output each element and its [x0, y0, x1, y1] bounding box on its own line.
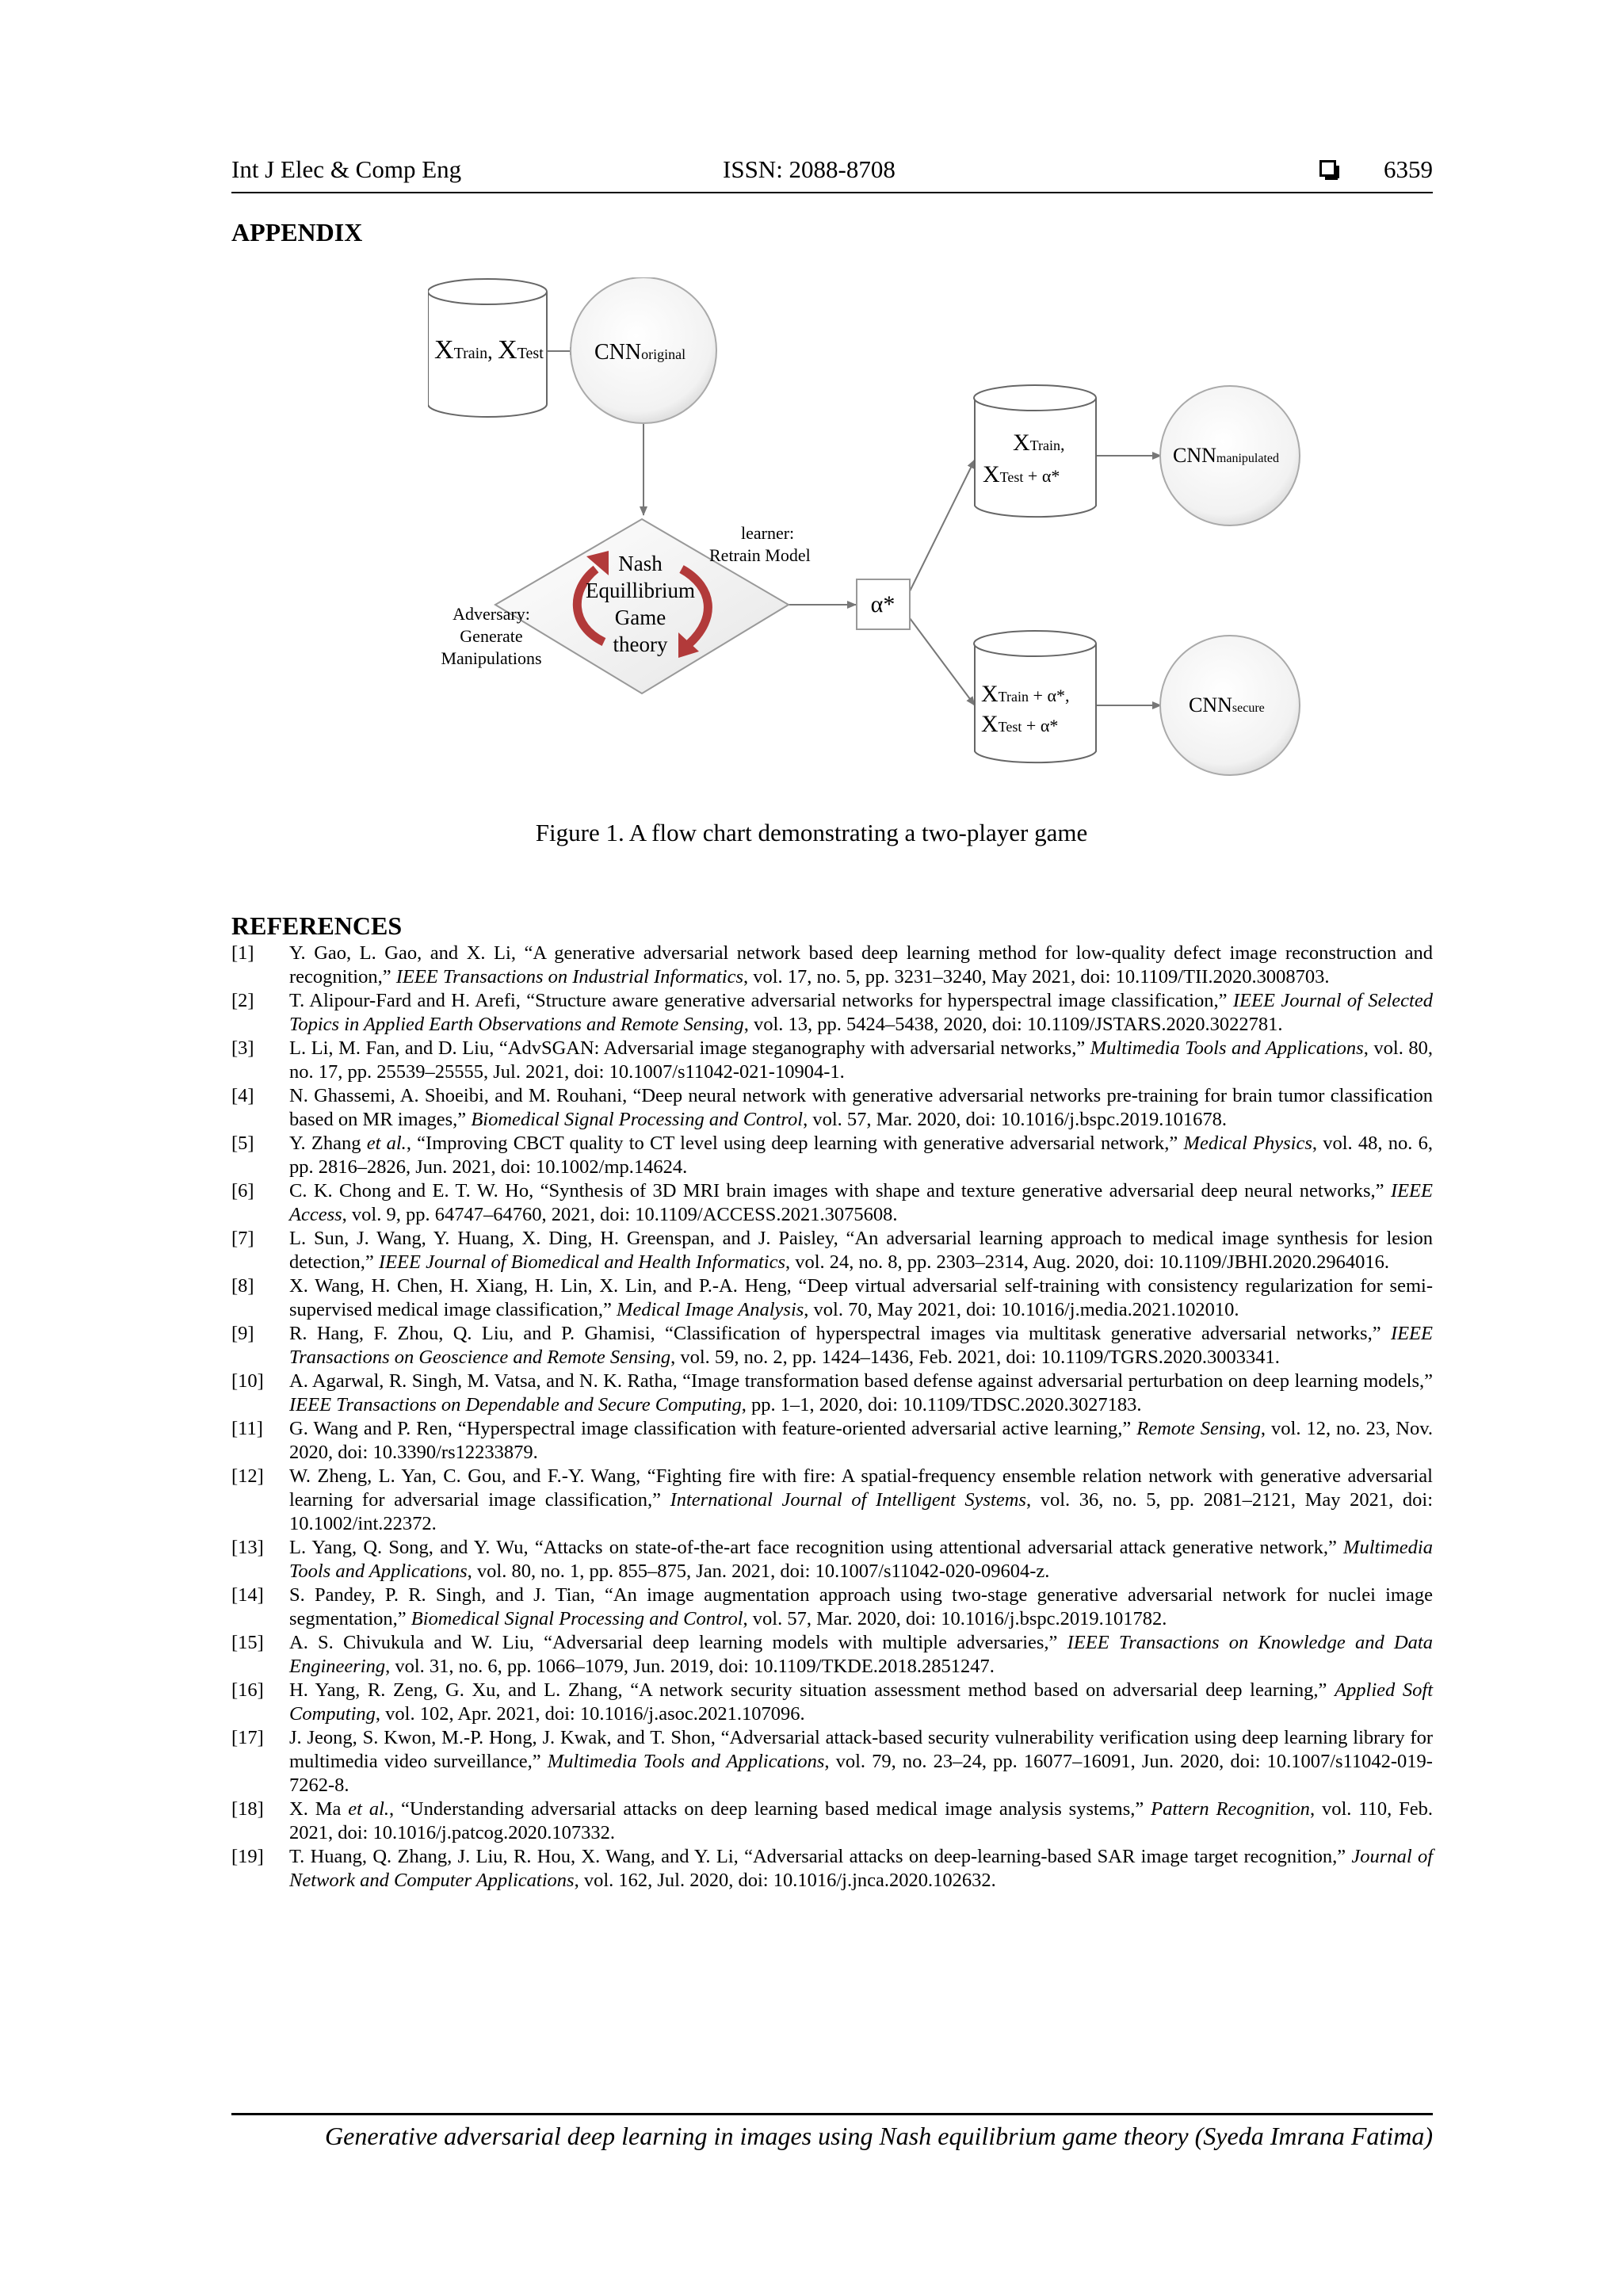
reference-italic: et al. — [348, 1798, 390, 1820]
svg-text:CNNmanipulated: CNNmanipulated — [1173, 444, 1279, 467]
reference-item — [231, 1536, 1433, 1584]
reference-segment: H. Yang, R. Zeng, G. Xu, and L. Zhang, “A network security situation assessment method based on adversarial deep learning,” — [289, 1679, 1335, 1701]
reference-text — [289, 1418, 1433, 1463]
flow-chart-figure — [428, 277, 1347, 800]
reference-segment: S. Pandey, P. R. Singh, and J. Tian, “An image augmentation approach using two-stage generative adversarial network for nuclei image segmentation,” — [289, 1584, 1433, 1629]
reference-segment: J. Jeong, S. Kwon, M.-P. Hong, J. Kwak, and T. Shon, “Adversarial attack-based security vulnerability verification using deep learning library for multimedia video surveillance,” — [289, 1727, 1433, 1772]
learner-label-2: Retrain Model — [709, 545, 811, 565]
reference-segment: , vol. 31, no. 6, pp. 1066–1079, Jun. 2019, doi: 10.1109/TKDE.2018.2851247. — [385, 1656, 995, 1677]
reference-italic: IEEE Transactions on Knowledge and Data Engineering — [289, 1632, 1433, 1677]
reference-italic: Biomedical Signal Processing and Control — [411, 1608, 743, 1629]
reference-italic: Applied Soft Computing — [289, 1679, 1433, 1725]
reference-italic: Remote Sensing — [1136, 1418, 1261, 1439]
svg-text:XTest + α*: XTest + α* — [983, 461, 1060, 487]
reference-number: [11] — [231, 1418, 263, 1439]
nash-label-4: theory — [613, 632, 668, 656]
reference-segment: R. Hang, F. Zhou, Q. Liu, and P. Ghamisi, “Classification of hyperspectral images via multitask generative adversarial networks,” — [289, 1323, 1391, 1344]
svg-text:CNNoriginal: CNNoriginal — [594, 340, 686, 365]
reference-italic: Medical Physics — [1183, 1133, 1312, 1154]
issn: ISSN: 2088-8708 — [723, 155, 896, 183]
reference-segment: , “Improving CBCT quality to CT level using deep learning with generative adversarial network,” — [406, 1133, 1184, 1154]
reference-number: [18] — [231, 1798, 264, 1820]
reference-italic: et al. — [366, 1133, 407, 1154]
reference-italic: International Journal of Intelligent Systems — [670, 1489, 1026, 1511]
reference-text — [289, 1537, 1433, 1582]
reference-segment: , pp. 1–1, 2020, doi: 10.1109/TDSC.2020.3027183. — [741, 1394, 1142, 1415]
reference-segment: , vol. 57, Mar. 2020, doi: 10.1016/j.bspc.2019.101782. — [743, 1608, 1167, 1629]
nash-label-2: Equillibrium — [586, 579, 695, 602]
journal-name: Int J Elec & Comp Eng — [231, 155, 462, 183]
adversary-label-2: Generate — [460, 626, 523, 646]
reference-segment: Y. Gao, L. Gao, and X. Li, “A generative adversarial network based deep learning method for low-quality defect image reconstruction and recognition,” — [289, 942, 1433, 988]
svg-text:α*: α* — [870, 591, 896, 617]
reference-item — [231, 1179, 1433, 1227]
reference-segment: , vol. 9, pp. 64747–64760, 2021, doi: 10.1109/ACCESS.2021.3075608. — [342, 1204, 898, 1225]
figure-caption: Figure 1. A flow chart demonstrating a two-player game — [535, 819, 1088, 846]
reference-text — [289, 990, 1433, 1035]
reference-number: [6] — [231, 1180, 254, 1201]
reference-italic: IEEE Transactions on Dependable and Secure Computing — [289, 1394, 742, 1415]
reference-number: [15] — [231, 1632, 264, 1653]
reference-segment: , vol. 17, no. 5, pp. 3231–3240, May 2021, doi: 10.1109/TII.2020.3008703. — [743, 966, 1330, 988]
reference-segment: T. Huang, Q. Zhang, J. Liu, R. Hou, X. Wang, and Y. Li, “Adversarial attacks on deep-learning-based SAR image target recognition,” — [289, 1846, 1352, 1867]
reference-segment: X. Wang, H. Chen, H. Xiang, H. Lin, X. Lin, and P.-A. Heng, “Deep virtual adversarial self-training with consistency regularization for semi-supervised medical image classification,” — [289, 1275, 1433, 1320]
reference-item — [231, 1037, 1433, 1084]
reference-number: [7] — [231, 1228, 254, 1249]
reference-segment: , vol. 162, Jul. 2020, doi: 10.1016/j.jnca.2020.102632. — [574, 1870, 996, 1891]
reference-number: [5] — [231, 1133, 254, 1154]
reference-segment: , vol. 79, no. 23–24, pp. 16077–16091, Jun. 2020, doi: 10.1007/s11042-019-7262-8. — [289, 1751, 1433, 1796]
appendix-heading: APPENDIX — [231, 218, 363, 246]
reference-text — [289, 1584, 1433, 1629]
svg-text:XTest + α*: XTest + α* — [981, 711, 1059, 737]
reference-item — [231, 1227, 1433, 1274]
reference-number: [8] — [231, 1275, 254, 1297]
reference-item — [231, 1322, 1433, 1370]
arrow-alpha-to-manip-db — [910, 460, 975, 591]
reference-segment: N. Ghassemi, A. Shoeibi, and M. Rouhani, “Deep neural network with generative adversarial networks pre-training for brain tumor classification based on MR images,” — [289, 1085, 1433, 1130]
reference-italic: Journal of Network and Computer Applications — [289, 1846, 1434, 1891]
reference-segment: W. Zheng, L. Yan, C. Gou, and F.-Y. Wang, “Fighting fire with fire: A spatial-frequency ensemble relation network with generative adversarial learning for adversarial image classification,” — [289, 1465, 1433, 1511]
arrow-alpha-to-secure-db — [910, 618, 975, 705]
reference-italic: IEEE Journal of Selected Topics in Applied Earth Observations and Remote Sensing — [289, 990, 1433, 1035]
reference-text — [289, 1085, 1433, 1130]
page-number: 6359 — [1384, 155, 1433, 183]
learner-label-1: learner: — [741, 523, 795, 543]
reference-italic: Multimedia Tools and Applications — [1090, 1037, 1364, 1059]
reference-segment: A. Agarwal, R. Singh, M. Vatsa, and N. K. Ratha, “Image transformation based defense against adversarial perturbation on deep learning models,” — [289, 1370, 1433, 1392]
reference-segment: , vol. 12, no. 23, Nov. 2020, doi: 10.3390/rs12233879. — [289, 1418, 1433, 1463]
reference-item — [231, 1726, 1433, 1797]
reference-number: [10] — [231, 1370, 264, 1392]
reference-text — [289, 1727, 1433, 1796]
cnn-secure-node — [1160, 636, 1300, 775]
reference-text — [289, 1846, 1433, 1891]
input-database — [428, 279, 547, 417]
reference-number: [3] — [231, 1037, 254, 1059]
reference-text — [289, 1370, 1433, 1415]
reference-segment: , “Understanding adversarial attacks on deep learning based medical image analysis systems,” — [389, 1798, 1151, 1820]
reference-segment: L. Yang, Q. Song, and Y. Wu, “Attacks on state-of-the-art face recognition using attentional adversarial attack generative network,” — [289, 1537, 1344, 1558]
reference-number: [9] — [231, 1323, 254, 1344]
reference-segment: , vol. 24, no. 8, pp. 2303–2314, Aug. 2020, doi: 10.1109/JBHI.2020.2964016. — [785, 1251, 1389, 1273]
reference-segment: , vol. 13, pp. 5424–5438, 2020, doi: 10.1109/JSTARS.2020.3022781. — [743, 1014, 1283, 1035]
reference-segment: , vol. 57, Mar. 2020, doi: 10.1016/j.bspc.2019.101678. — [803, 1109, 1227, 1130]
reference-number: [1] — [231, 942, 254, 964]
reference-italic: IEEE Journal of Biomedical and Health Informatics — [378, 1251, 785, 1273]
svg-text:XTrain + α*,: XTrain + α*, — [981, 681, 1070, 707]
reference-item — [231, 1465, 1433, 1536]
svg-text:CNNsecure: CNNsecure — [1189, 693, 1265, 716]
reference-number: [2] — [231, 990, 254, 1011]
reference-italic: Medical Image Analysis — [616, 1299, 804, 1320]
reference-text — [289, 1323, 1433, 1368]
adversary-label-1: Adversary: — [453, 604, 530, 624]
square-icon — [1319, 160, 1336, 177]
reference-segment: Y. Zhang — [289, 1133, 367, 1154]
reference-number: [4] — [231, 1085, 254, 1106]
running-header — [231, 155, 1433, 193]
reference-segment: , vol. 102, Apr. 2021, doi: 10.1016/j.asoc.2021.107096. — [375, 1703, 805, 1725]
reference-italic: Multimedia Tools and Applications — [547, 1751, 825, 1772]
reference-list — [231, 942, 1433, 1893]
svg-text:XTrain, XTest: XTrain, XTest — [434, 335, 544, 365]
reference-text — [289, 1679, 1433, 1725]
reference-item — [231, 1417, 1433, 1465]
reference-segment: , vol. 70, May 2021, doi: 10.1016/j.media.2021.102010. — [804, 1299, 1239, 1320]
reference-segment: X. Ma — [289, 1798, 349, 1820]
reference-segment: G. Wang and P. Ren, “Hyperspectral image classification with feature-oriented adversarial active learning,” — [289, 1418, 1137, 1439]
alpha-star-box — [857, 579, 910, 629]
reference-segment: , vol. 48, no. 6, pp. 2816–2826, Jun. 2021, doi: 10.1002/mp.14624. — [289, 1133, 1433, 1178]
reference-item — [231, 1584, 1433, 1631]
manipulated-database — [974, 385, 1096, 517]
reference-italic: Multimedia Tools and Applications — [289, 1537, 1433, 1582]
reference-item — [231, 1370, 1433, 1417]
secure-database — [974, 631, 1096, 762]
reference-number: [19] — [231, 1846, 264, 1867]
reference-item — [231, 1631, 1433, 1679]
cnn-original-node — [571, 277, 716, 423]
reference-text — [289, 1465, 1433, 1534]
reference-segment: T. Alipour-Fard and H. Arefi, “Structure aware generative adversarial networks for hyperspectral image classification,” — [289, 990, 1233, 1011]
reference-italic: Pattern Recognition — [1151, 1798, 1310, 1820]
reference-segment: , vol. 80, no. 1, pp. 855–875, Jan. 2021, doi: 10.1007/s11042-020-09604-z. — [467, 1561, 1050, 1582]
reference-italic: IEEE Transactions on Industrial Informatics — [395, 966, 743, 988]
svg-text:XTrain,: XTrain, — [1013, 430, 1065, 456]
reference-segment: , vol. 80, no. 17, pp. 25539–25555, Jul. 2021, doi: 10.1007/s11042-021-10904-1. — [289, 1037, 1433, 1083]
reference-item — [231, 1797, 1433, 1845]
running-footer: Generative adversarial deep learning in images using Nash equilibrium game theory (Syeda Imrana Fatima) — [231, 2113, 1433, 2151]
reference-number: [12] — [231, 1465, 264, 1487]
reference-text — [289, 1228, 1433, 1273]
reference-segment: L. Sun, J. Wang, Y. Huang, X. Ding, H. Greenspan, and J. Paisley, “An adversarial learning approach to medical image synthesis for lesion detection,” — [289, 1228, 1433, 1273]
nash-label-3: Game — [614, 606, 666, 629]
reference-segment: , vol. 36, no. 5, pp. 2081–2121, May 2021, doi: 10.1002/int.22372. — [289, 1489, 1434, 1534]
reference-text — [289, 1275, 1433, 1320]
reference-segment: , vol. 59, no. 2, pp. 1424–1436, Feb. 2021, doi: 10.1109/TGRS.2020.3003341. — [670, 1347, 1280, 1368]
reference-item — [231, 989, 1433, 1037]
reference-number: [14] — [231, 1584, 264, 1606]
reference-text — [289, 1037, 1433, 1083]
reference-segment: C. K. Chong and E. T. W. Ho, “Synthesis of 3D MRI brain images with shape and texture generative adversarial deep neural networks,” — [289, 1180, 1391, 1201]
reference-segment: L. Li, M. Fan, and D. Liu, “AdvSGAN: Adversarial image steganography with adversarial networks,” — [289, 1037, 1090, 1059]
reference-item — [231, 1132, 1433, 1179]
reference-item — [231, 1845, 1433, 1893]
reference-number: [16] — [231, 1679, 264, 1701]
reference-text — [289, 1180, 1433, 1225]
reference-segment: , vol. 110, Feb. 2021, doi: 10.1016/j.patcog.2020.107332. — [289, 1798, 1434, 1843]
reference-item — [231, 942, 1433, 989]
references-heading: REFERENCES — [231, 911, 403, 940]
reference-text — [289, 942, 1433, 988]
reference-text — [289, 1798, 1433, 1843]
reference-item — [231, 1274, 1433, 1322]
reference-number: [13] — [231, 1537, 264, 1558]
reference-text — [289, 1133, 1433, 1178]
reference-segment: A. S. Chivukula and W. Liu, “Adversarial deep learning models with multiple adversaries,” — [289, 1632, 1067, 1653]
reference-italic: IEEE Access — [289, 1180, 1433, 1225]
reference-number: [17] — [231, 1727, 264, 1748]
reference-text — [289, 1632, 1433, 1677]
reference-item — [231, 1679, 1433, 1726]
adversary-label-3: Manipulations — [441, 648, 542, 668]
reference-italic: IEEE Transactions on Geoscience and Remote Sensing — [289, 1323, 1433, 1368]
cnn-manipulated-node — [1160, 386, 1300, 525]
reference-italic: Biomedical Signal Processing and Control — [471, 1109, 804, 1130]
nash-label-1: Nash — [618, 552, 663, 575]
reference-item — [231, 1084, 1433, 1132]
